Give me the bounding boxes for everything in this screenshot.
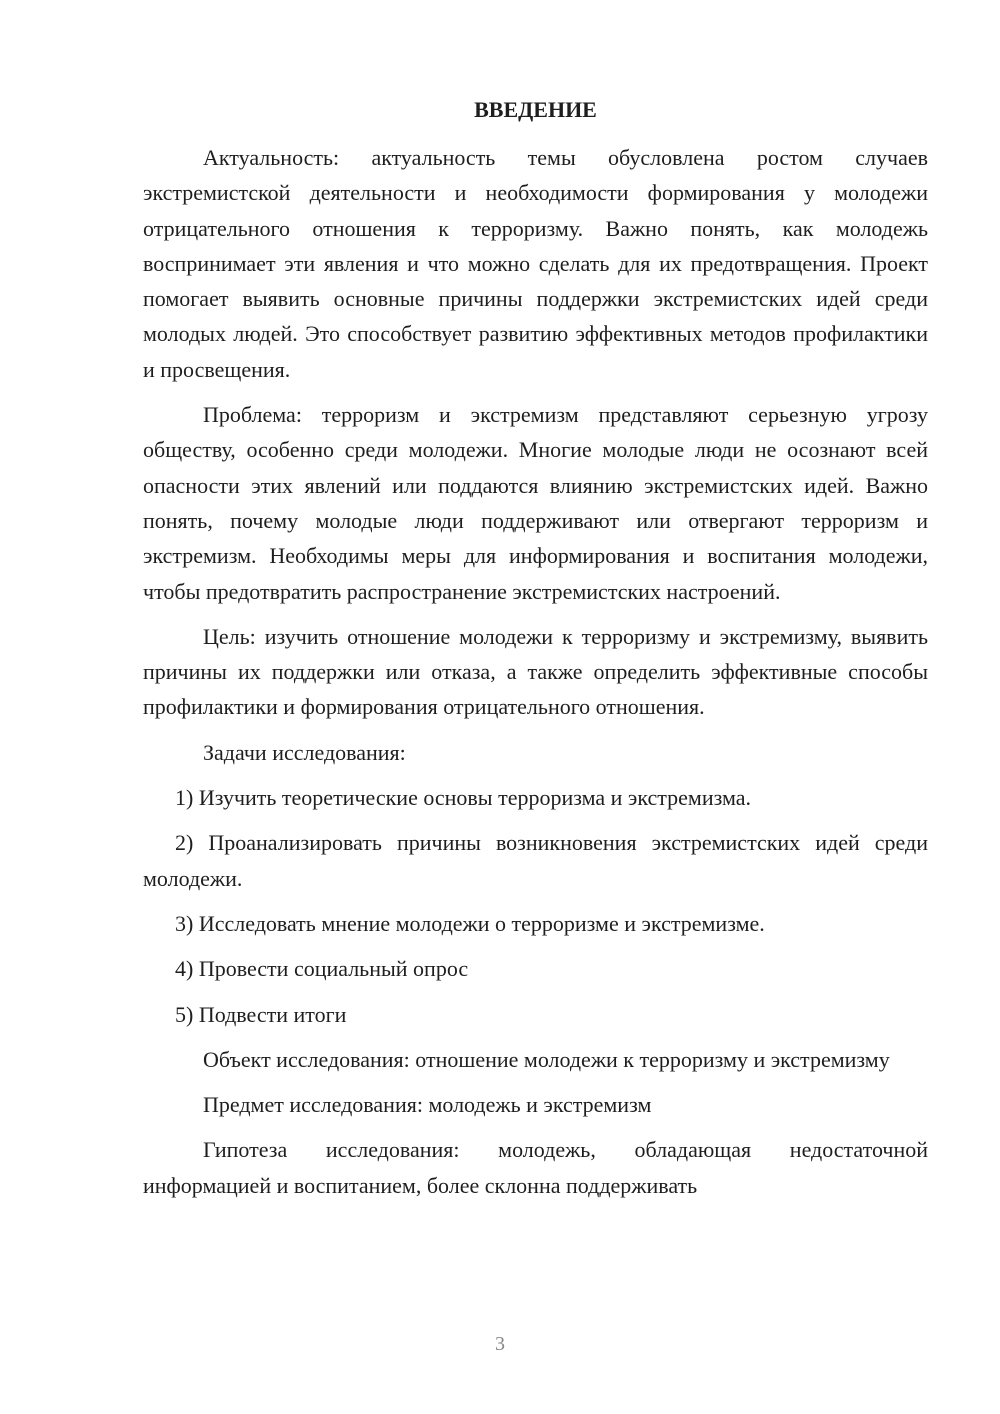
task-item: 2) Проанализировать причины возникновения экстремистских идей среди молодежи. (143, 830, 928, 891)
task-item: 1) Изучить теоретические основы терроризма и экстремизма. (175, 785, 752, 811)
paragraph-problem: Проблема: терроризм и экстремизм представляют серьезную угрозу обществу, особенно среди молодежи. Многие молодые люди не осознают всей опасности этих явлений или поддаются влиянию экстремистских идей. Важно понять, почему молодые люди поддерживают или отвергают терроризм и экстремизм. Необходимы меры для информирования и воспитания молодежи, чтобы предотвратить распространение экстремистских настроений. (143, 402, 928, 604)
paragraph-object: Объект исследования: отношение молодежи к терроризму и экстремизму (203, 1046, 890, 1072)
paragraph-goal: Цель: изучить отношение молодежи к терроризму и экстремизму, выявить причины их поддержки или отказа, а также определить эффективные способы профилактики и формирования отрицательного отношения. (143, 623, 928, 720)
section-title: ВВЕДЕНИЕ (474, 97, 597, 122)
page-number: 3 (495, 1333, 505, 1355)
paragraph-subject: Предмет исследования: молодежь и экстремизм (203, 1092, 652, 1118)
paragraph-hypothesis: Гипотеза исследования: молодежь, обладающая недостаточной информацией и воспитанием, более склонна поддерживать (143, 1137, 928, 1198)
task-item: 5) Подвести итоги (175, 1001, 347, 1027)
document-page (143, 94, 928, 1203)
tasks-heading: Задачи исследования: (203, 739, 406, 765)
paragraph-relevance: Актуальность: актуальность темы обусловлена ростом случаев экстремистской деятельности и необходимости формирования у молодежи отрицательного отношения к терроризму. Важно понять, как молодежь воспринимает эти явления и что можно сделать для их предотвращения. Проект помогает выявить основные причины поддержки экстремистских идей среди молодых людей. Это способствует развитию эффективных методов профилактики и просвещения. (143, 145, 928, 382)
task-item: 3) Исследовать мнение молодежи о терроризме и экстремизме. (175, 910, 765, 936)
task-item: 4) Провести социальный опрос (175, 956, 469, 982)
